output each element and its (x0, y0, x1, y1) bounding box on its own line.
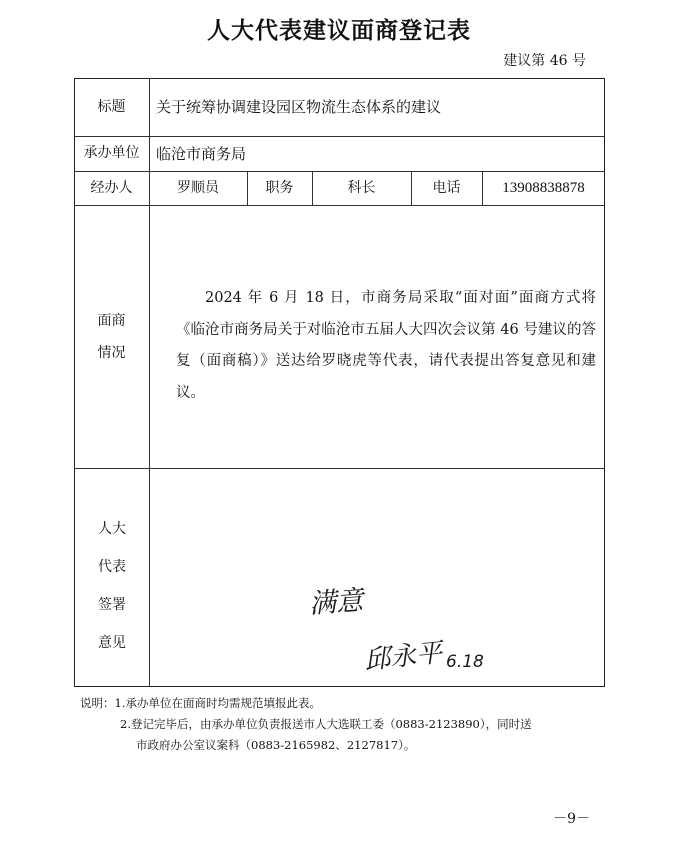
label-deputy-opinion (90, 510, 134, 662)
label-deputy-opinion-line: 签署 (98, 597, 126, 613)
label-meeting-situation-line: 面商 (97, 312, 126, 329)
label-meeting-situation-line: 情况 (97, 344, 126, 361)
meeting-situation-text: 2024 年 6 月 18 日，市商务局采取“面对面”面商方式将《临沧市商务局关于对临沧市五届人大四次会议第 46 号建议的答复（面商稿）》送达给罗晓虎等代表，请代表提出答复意见和建议。 (176, 290, 596, 401)
column-divider (149, 78, 150, 687)
row-divider (74, 468, 605, 469)
value-handler: 罗顺员 (177, 179, 219, 196)
label-meeting-situation (74, 205, 149, 468)
label-undertaking-unit: 承办单位 (83, 145, 140, 162)
page-number: －9－ (553, 811, 590, 827)
label-deputy-opinion-line: 代表 (98, 559, 126, 575)
label-deputy-opinion-line: 意见 (98, 635, 126, 651)
handwritten-signature: 邱永平 (362, 637, 444, 676)
note-line-3: 市政府办公室议案科（0883-2165982、2127817）。 (136, 738, 416, 752)
value-title: 关于统筹协调建设园区物流生态体系的建议 (156, 98, 442, 116)
value-position: 科长 (347, 179, 376, 196)
row-divider (74, 205, 605, 206)
label-handler: 经办人 (90, 179, 133, 196)
value-phone: 13908838878 (502, 180, 585, 196)
document-number: 建议第 46 号 (503, 53, 586, 69)
label-deputy-opinion-line: 人大 (98, 521, 126, 537)
note-line-2: 2.登记完毕后，由承办单位负责报送市人大选联工委（0883-2123890），同时送 (120, 717, 532, 731)
label-position: 职务 (265, 179, 294, 196)
handwritten-date: 6.18 (446, 652, 484, 672)
label-title: 标题 (97, 98, 126, 115)
label-phone: 电话 (432, 179, 461, 196)
handwritten-opinion: 满意 (308, 585, 365, 620)
note-line-1: 说明：1.承办单位在面商时均需规范填报此表。 (80, 696, 321, 710)
value-undertaking-unit: 临沧市商务局 (156, 144, 247, 163)
page-title: 人大代表建议面商登记表 (207, 17, 471, 44)
